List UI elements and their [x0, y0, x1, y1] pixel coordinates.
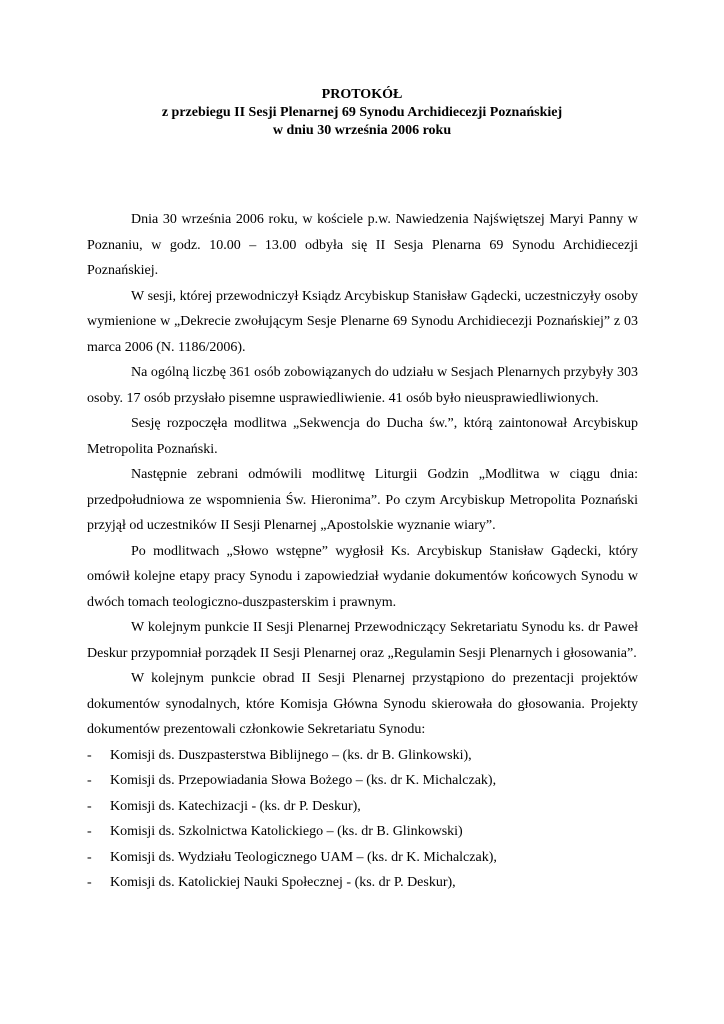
paragraph: Sesję rozpoczęła modlitwa „Sekwencja do Ducha św.”, którą zaintonował Arcybiskup Metropolita Poznański. — [87, 416, 638, 457]
document-subtitle: z przebiegu II Sesji Plenarnej 69 Synodu Archidiecezji Poznańskiej — [161, 105, 563, 120]
paragraph: Dnia 30 września 2006 roku, w kościele p.w. Nawiedzenia Najświętszej Maryi Panny w Poznaniu, w godz. 10.00 – 13.00 odbyła się II Sesja Plenarna 69 Synodu Archidiecezji Poznańskiej. — [87, 212, 638, 278]
list-item-text: Komisji ds. Duszpasterstwa Biblijnego – (ks. dr B. Glinkowski), — [110, 747, 472, 763]
list-item — [87, 794, 638, 820]
list-bullet: - — [87, 798, 92, 814]
list-bullet: - — [87, 773, 92, 788]
list-item-text: Komisji ds. Szkolnictwa Katolickiego – (ks. dr B. Glinkowski) — [110, 824, 463, 839]
list-bullet: - — [87, 824, 92, 839]
list-item-text: Komisji ds. Wydziału Teologicznego UAM – (ks. dr K. Michalczak), — [110, 849, 497, 865]
paragraph: Następnie zebrani odmówili modlitwę Liturgii Godzin „Modlitwa w ciągu dnia: przedpołudniowa ze wspomnienia Św. Hieronima”. Po czym Arcybiskup Metropolita Poznański przyjął od uczestników II Sesji Plenarnej „Apostolskie wyznanie wiary”. — [87, 467, 638, 533]
paragraph: W sesji, której przewodniczył Ksiądz Arcybiskup Stanisław Gądecki, uczestniczyły osoby wymienione w „Dekrecie zwołującym Sesje Plenarne 69 Synodu Archidiecezji Poznańskiej” z 03 marca 2006 (N. 1186/2006). — [87, 288, 638, 355]
document-date-line: w dniu 30 września 2006 roku — [272, 123, 452, 138]
paragraph: Na ogólną liczbę 361 osób zobowiązanych do udziału w Sesjach Plenarnych przybyły 303 osoby. 17 osób przysłało pisemne usprawiedliwienie. 41 osób było nieusprawiedliwionych. — [87, 365, 638, 406]
list-item-text: Komisji ds. Katechizacji - (ks. dr P. Deskur), — [110, 798, 361, 814]
document-body — [87, 207, 638, 896]
commission-list — [87, 743, 638, 896]
paragraph: W kolejnym punkcie obrad II Sesji Plenarnej przystąpiono do prezentacji projektów dokumentów synodalnych, które Komisja Główna Synodu skierowała do głosowania. Projekty dokumentów prezentowali członkowie Sekretariatu Synodu: — [87, 671, 638, 737]
list-item — [87, 870, 638, 896]
list-item — [87, 768, 638, 794]
list-item-text: Komisji ds. Przepowiadania Słowa Bożego – (ks. dr K. Michalczak), — [110, 773, 497, 788]
list-item-text: Komisji ds. Katolickiej Nauki Społecznej - (ks. dr P. Deskur), — [110, 875, 456, 890]
list-item — [87, 819, 638, 845]
list-item — [87, 743, 638, 769]
document-title: PROTOKÓŁ — [321, 87, 403, 102]
list-bullet: - — [87, 849, 92, 865]
paragraph: Po modlitwach „Słowo wstępne” wygłosił Ks. Arcybiskup Stanisław Gądecki, który omówił kolejne etapy pracy Synodu i zapowiedział wydanie dokumentów końcowych Synodu w dwóch tomach teologiczno-duszpasterskim i prawnym. — [87, 543, 638, 610]
list-item — [87, 845, 638, 871]
list-bullet: - — [87, 875, 92, 890]
document-header — [0, 86, 724, 140]
list-bullet: - — [87, 747, 92, 763]
paragraph: W kolejnym punkcie II Sesji Plenarnej Przewodniczący Sekretariatu Synodu ks. dr Paweł Deskur przypomniał porządek II Sesji Plenarnej oraz „Regulamin Sesji Plenarnych i głosowania”. — [87, 620, 638, 661]
